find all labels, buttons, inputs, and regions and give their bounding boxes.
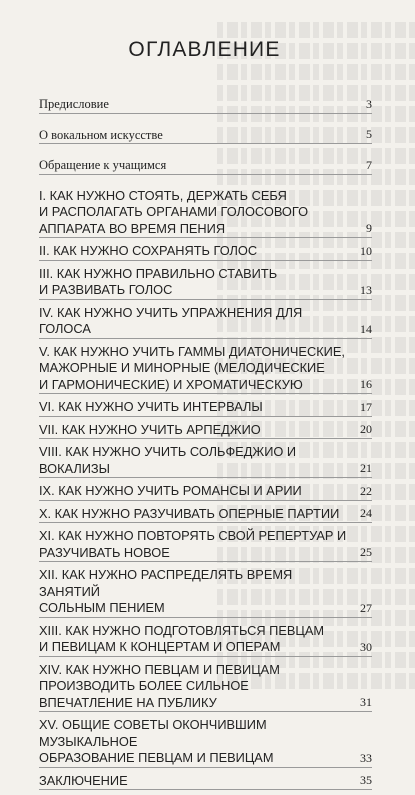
toc-entry-line: V. КАК НУЖНО УЧИТЬ ГАММЫ ДИАТОНИЧЕСКИЕ, <box>39 343 345 359</box>
toc-entry-line: ЗАКЛЮЧЕНИЕ <box>39 772 128 788</box>
toc-entry-line: И РАЗВИВАТЬ ГОЛОС <box>39 282 173 297</box>
toc-entry-leader <box>360 750 372 766</box>
toc-page-number: 3 <box>366 96 372 111</box>
toc-page-number: 25 <box>360 545 372 559</box>
toc-entry-leader <box>360 282 372 298</box>
toc-entry <box>39 717 372 768</box>
toc-entry <box>39 483 372 501</box>
toc-page-number: 31 <box>360 695 372 709</box>
toc-entry-leader <box>366 126 372 142</box>
toc-entry-line: Обращение к учащимся <box>39 158 167 172</box>
toc-entry-line: VII. КАК НУЖНО УЧИТЬ АРПЕДЖИО <box>39 421 261 437</box>
toc-entry <box>39 399 372 417</box>
toc-entry <box>39 662 372 713</box>
toc-entry-line: VIII. КАК НУЖНО УЧИТЬ СОЛЬФЕДЖИО И ВОКАЛИЗЫ <box>39 444 297 476</box>
toc-entry-title <box>39 773 372 790</box>
toc-entry-line: О вокальном искусстве <box>39 127 163 142</box>
toc-entry-line: ПРОИЗВОДИТЬ БОЛЕЕ СИЛЬНОЕ <box>39 678 249 693</box>
toc-entry-leader <box>360 772 372 788</box>
toc-entry-leader <box>360 639 372 655</box>
toc-entry <box>39 773 372 791</box>
toc-entry-title <box>39 528 372 561</box>
toc-entry-leader <box>360 694 372 710</box>
toc-entry-line: XIII. КАК НУЖНО ПОДГОТОВЛЯТЬСЯ ПЕВЦАМ <box>39 622 325 638</box>
toc-entry <box>39 96 372 114</box>
toc-page-number: 27 <box>360 600 372 615</box>
toc-entry-title <box>39 157 372 174</box>
toc-entry-leader <box>360 376 372 392</box>
toc-entry-line: Предисловие <box>39 97 109 111</box>
toc-entry-title <box>39 96 372 113</box>
toc-page-number: 16 <box>360 377 372 391</box>
toc-entry <box>39 188 372 239</box>
toc-entry-leader <box>366 157 372 173</box>
toc-entry-title <box>39 483 372 500</box>
toc-page-number: 17 <box>360 399 372 414</box>
toc-entry <box>39 266 372 300</box>
toc-entry-line: ВПЕЧАТЛЕНИЕ НА ПУБЛИКУ <box>39 694 217 710</box>
toc-page-number: 20 <box>360 422 372 436</box>
toc-page-number: 30 <box>360 639 372 654</box>
toc-entry-line: XI. КАК НУЖНО ПОВТОРЯТЬ СВОЙ РЕПЕРТУАР И <box>39 528 347 543</box>
toc-page-number: 22 <box>360 483 372 498</box>
toc-page-number: 7 <box>366 157 372 172</box>
toc-entry-title <box>39 266 372 299</box>
toc-entry-leader <box>360 321 372 337</box>
toc-entry-line: I. КАК НУЖНО СТОЯТЬ, ДЕРЖАТЬ СЕБЯ <box>39 187 287 203</box>
table-of-contents <box>39 96 372 795</box>
toc-page-number: 14 <box>360 321 372 336</box>
toc-entry-line: И ПЕВИЦАМ К КОНЦЕРТАМ И ОПЕРАМ <box>39 639 281 654</box>
toc-entry-title <box>39 188 372 238</box>
toc-entry-title <box>39 623 372 656</box>
toc-entry-title <box>39 567 372 617</box>
toc-page-number: 13 <box>360 282 372 297</box>
toc-entry-leader <box>360 243 372 259</box>
toc-page-number: 33 <box>360 750 372 765</box>
toc-entry-title <box>39 662 372 712</box>
toc-entry-line: И РАСПОЛАГАТЬ ОРГАНАМИ ГОЛОСОВОГО <box>39 204 309 219</box>
toc-entry-line: X. КАК НУЖНО РАЗУЧИВАТЬ ОПЕРНЫЕ ПАРТИИ <box>39 505 340 521</box>
toc-entry <box>39 344 372 395</box>
toc-entry-line: III. КАК НУЖНО ПРАВИЛЬНО СТАВИТЬ <box>39 265 278 281</box>
toc-entry-title <box>39 243 372 260</box>
toc-entry-line: VI. КАК НУЖНО УЧИТЬ ИНТЕРВАЛЫ <box>39 399 263 414</box>
toc-entry-title <box>39 127 372 144</box>
toc-entry-leader <box>360 483 372 499</box>
toc-entry-leader <box>360 600 372 616</box>
toc-entry-leader <box>360 460 372 476</box>
toc-entry-leader <box>366 220 372 236</box>
toc-page-number: 35 <box>360 773 372 787</box>
toc-entry-title <box>39 444 372 477</box>
toc-page-number: 24 <box>360 506 372 520</box>
toc-entry-line: РАЗУЧИВАТЬ НОВОЕ <box>39 544 170 560</box>
toc-entry-leader <box>366 96 372 112</box>
toc-entry <box>39 157 372 175</box>
toc-entry-title <box>39 399 372 416</box>
toc-entry <box>39 127 372 145</box>
toc-entry-line: СОЛЬНЫМ ПЕНИЕМ <box>39 600 165 615</box>
toc-entry <box>39 305 372 339</box>
toc-entry-line: IV. КАК НУЖНО УЧИТЬ УПРАЖНЕНИЯ ДЛЯ ГОЛОСА <box>39 304 303 336</box>
toc-entry-leader <box>360 421 372 437</box>
toc-entry-line: АППАРАТА ВО ВРЕМЯ ПЕНИЯ <box>39 220 226 236</box>
toc-page-number: 21 <box>360 461 372 475</box>
toc-entry-line: ОБРАЗОВАНИЕ ПЕВЦАМ И ПЕВИЦАМ <box>39 750 274 765</box>
toc-entry-title <box>39 717 372 767</box>
toc-entry-line: XII. КАК НУЖНО РАСПРЕДЕЛЯТЬ ВРЕМЯ ЗАНЯТИЙ <box>39 567 293 599</box>
toc-page-number: 10 <box>360 243 372 258</box>
toc-entry-leader <box>360 544 372 560</box>
page-title: ОГЛАВЛЕНИЕ <box>128 38 281 61</box>
toc-entry <box>39 444 372 478</box>
toc-entry <box>39 567 372 618</box>
toc-entry-line: II. КАК НУЖНО СОХРАНЯТЬ ГОЛОС <box>39 243 258 258</box>
toc-entry <box>39 623 372 657</box>
toc-entry-line: IX. КАК НУЖНО УЧИТЬ РОМАНСЫ И АРИИ <box>39 483 302 498</box>
toc-entry-line: И ГАРМОНИЧЕСКИЕ) И ХРОМАТИЧЕСКУЮ <box>39 376 303 392</box>
toc-entry-line: XIV. КАК НУЖНО ПЕВЦАМ И ПЕВИЦАМ <box>39 661 280 677</box>
toc-entry-leader <box>360 505 372 521</box>
toc-entry-title <box>39 344 372 394</box>
toc-page-number: 5 <box>366 127 372 141</box>
toc-entry-line: МАЖОРНЫЕ И МИНОРНЫЕ (МЕЛОДИЧЕСКИЕ <box>39 360 325 375</box>
toc-entry-line: XV. ОБЩИЕ СОВЕТЫ ОКОНЧИВШИМ МУЗЫКАЛЬНОЕ <box>39 717 267 749</box>
toc-entry-title <box>39 422 372 439</box>
toc-page-number: 9 <box>366 221 372 235</box>
toc-entry-title <box>39 506 372 523</box>
toc-entry <box>39 528 372 562</box>
toc-entry-leader <box>360 399 372 415</box>
toc-entry-title <box>39 305 372 338</box>
toc-entry <box>39 506 372 524</box>
toc-entry <box>39 422 372 440</box>
toc-entry <box>39 243 372 261</box>
